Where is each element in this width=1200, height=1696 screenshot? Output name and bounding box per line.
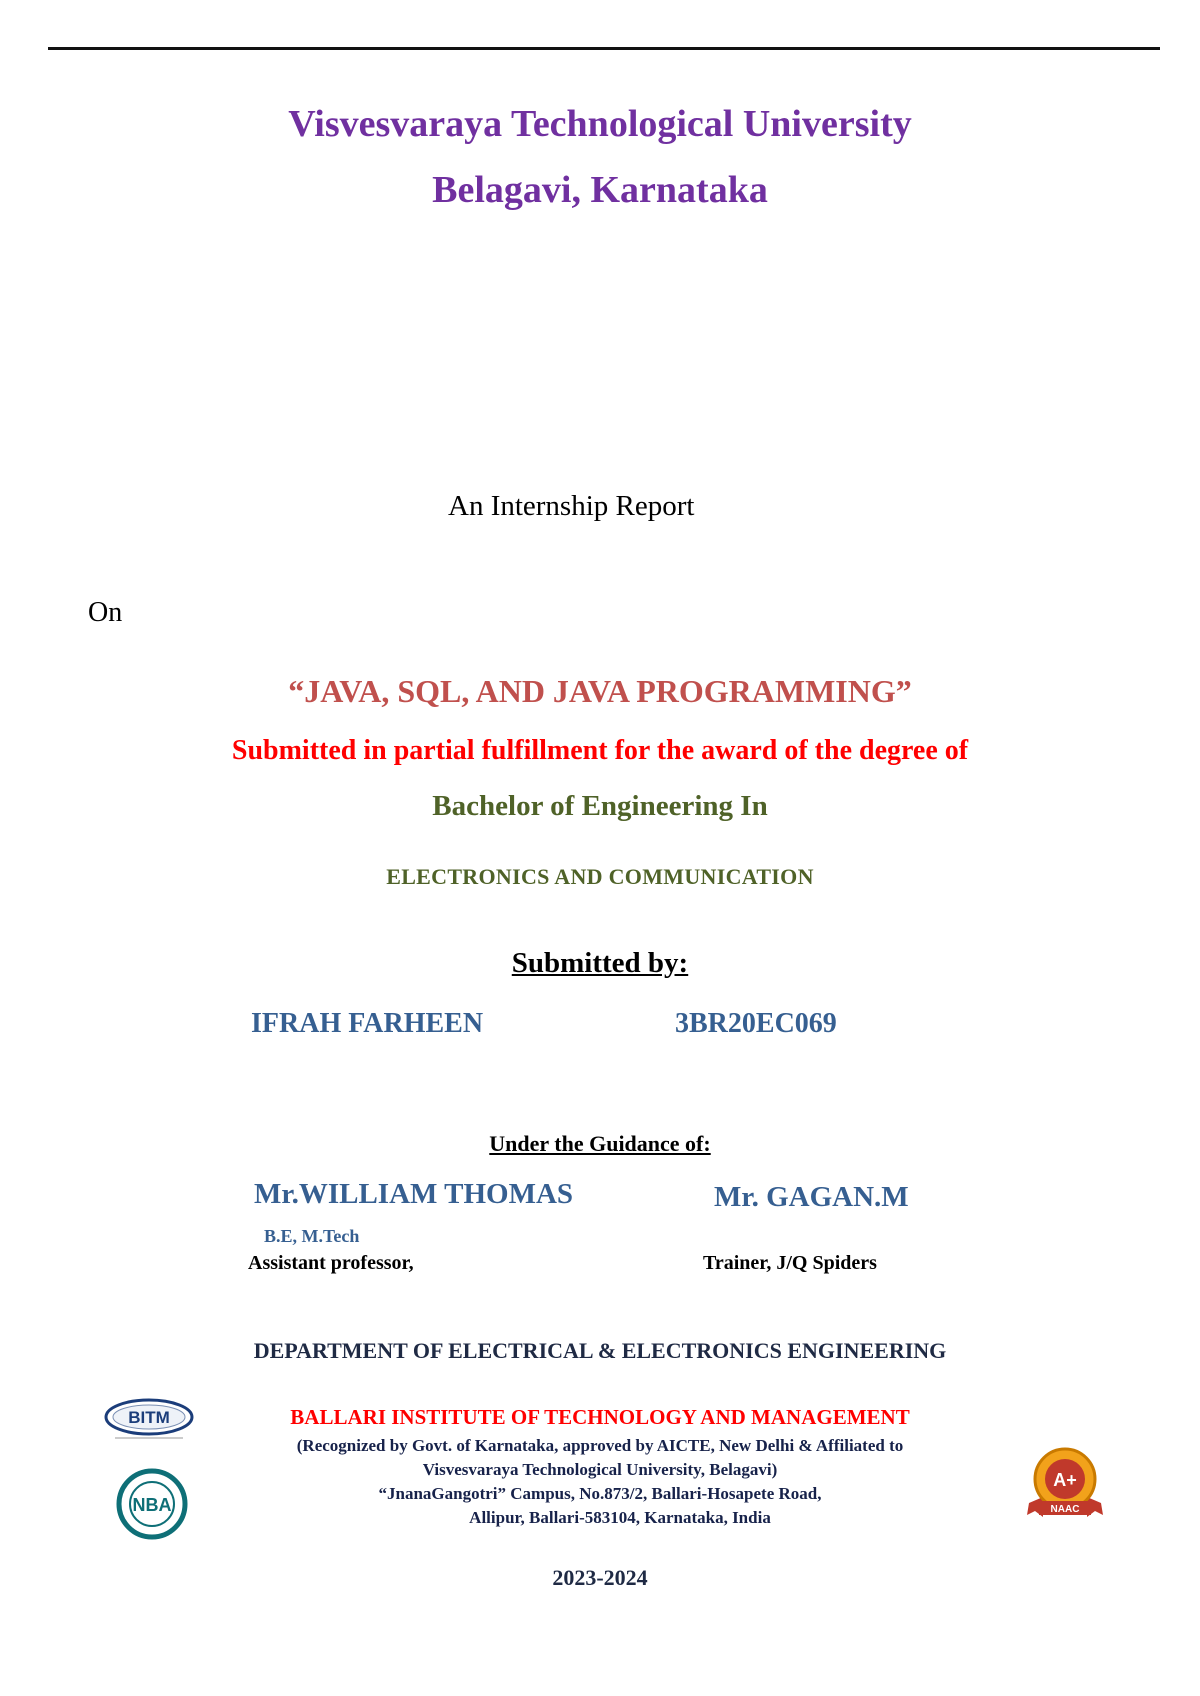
address-line: “JnanaGangotri” Campus, No.873/2, Ballari-Hosapete Road, (378, 1484, 822, 1503)
institute-name: BALLARI INSTITUTE OF TECHNOLOGY AND MANAGEMENT (290, 1405, 910, 1429)
university-location: Belagavi, Karnataka (432, 169, 768, 211)
nba-logo (116, 1468, 188, 1540)
internal-guide-name: Mr.WILLIAM THOMAS (254, 1178, 574, 1210)
report-title: “JAVA, SQL, AND JAVA PROGRAMMING” (288, 673, 912, 709)
address-line: (Recognized by Govt. of Karnataka, approved by AICTE, New Delhi & Affiliated to (296, 1436, 904, 1455)
internal-guide-qualification: B.E, M.Tech (264, 1226, 360, 1246)
university-name: Visvesvaraya Technological University (288, 103, 912, 145)
department-name: DEPARTMENT OF ELECTRICAL & ELECTRONICS ENGINEERING (253, 1338, 947, 1363)
branch-name: ELECTRONICS AND COMMUNICATION (386, 864, 814, 889)
external-guide-role: Trainer, J/Q Spiders (703, 1252, 877, 1274)
guidance-heading: Under the Guidance of: (489, 1131, 711, 1156)
institute-address (200, 1434, 1000, 1530)
report-type: An Internship Report (448, 490, 695, 522)
degree-name: Bachelor of Engineering In (432, 790, 768, 822)
naac-grade-text: A+ (1053, 1470, 1077, 1490)
address-line: Allipur, Ballari-583104, Karnataka, India (469, 1508, 771, 1527)
naac-label-text: NAAC (1050, 1504, 1080, 1515)
student-name: IFRAH FARHEEN (251, 1008, 484, 1039)
top-horizontal-rule (48, 47, 1160, 50)
academic-year: 2023-2024 (552, 1565, 648, 1590)
submission-note: Submitted in partial fulfillment for the award of the degree of (231, 735, 969, 766)
report-on-label: On (88, 597, 123, 628)
internal-guide-role: Assistant professor, (248, 1252, 414, 1274)
nba-logo-text: NBA (132, 1495, 172, 1515)
submitted-by-heading: Submitted by: (511, 947, 689, 979)
address-line: Visvesvaraya Technological University, Belagavi) (422, 1460, 778, 1479)
bitm-logo-text: BITM (128, 1408, 170, 1427)
student-usn: 3BR20EC069 (675, 1008, 837, 1039)
naac-badge (1025, 1445, 1105, 1525)
external-guide-name: Mr. GAGAN.M (714, 1181, 909, 1213)
